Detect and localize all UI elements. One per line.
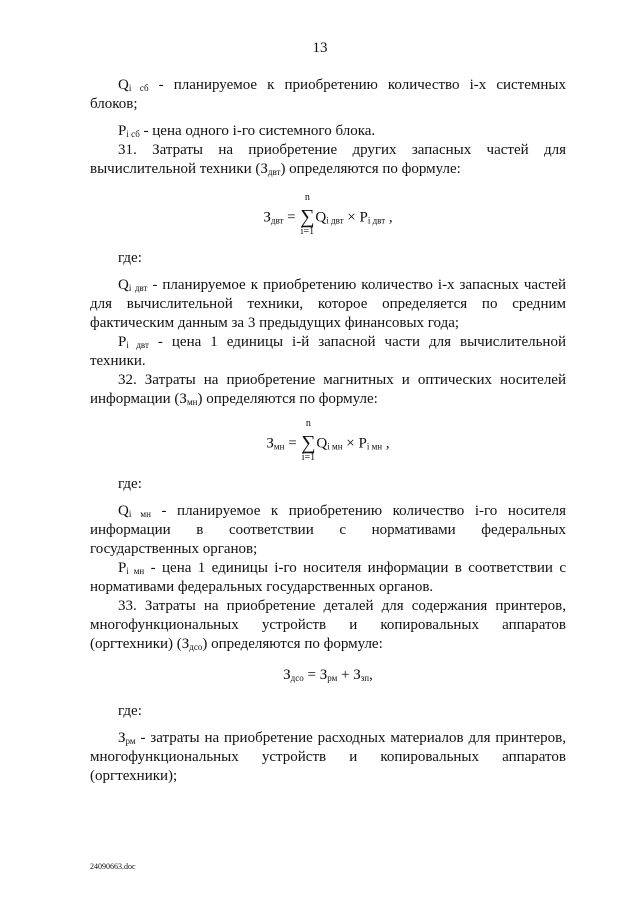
- paragraph-item-33: [90, 597, 566, 654]
- sum-sign: n ∑ i=1: [299, 207, 315, 229]
- symbol-subscript: i сб: [128, 83, 149, 93]
- formula-lhs-subscript: двт: [270, 215, 284, 226]
- symbol-subscript: дсо: [189, 642, 203, 652]
- paragraph-q-dvt: [90, 276, 566, 333]
- paragraph-text: - планируемое к приобретению количество i-х запасных частей для вычислительной техники, которое определяется по средним фактическим данным за 3 предыдущих финансовых года;: [90, 277, 566, 331]
- symbol-subscript: двт: [267, 167, 281, 177]
- symbol-p: P: [118, 560, 127, 576]
- paragraph-text: 33. Затраты на приобретение деталей для содержания принтеров, многофункциональных устройств и копировальных аппаратов (оргтехники) (З: [90, 598, 566, 652]
- symbol-subscript: i двт: [126, 340, 149, 350]
- document-body: [90, 76, 566, 786]
- sum-upper-limit: n: [305, 418, 311, 429]
- sum-lower-limit: i=1: [301, 452, 316, 463]
- formula-q: Q: [315, 209, 327, 226]
- formula-dvt: [90, 179, 566, 249]
- where-label: где:: [118, 476, 142, 492]
- formula-term-b: З: [353, 667, 361, 683]
- where-label: где:: [118, 703, 142, 719]
- formula-q: Q: [316, 435, 328, 452]
- formula-term-a: З: [319, 667, 328, 683]
- paragraph-text: - цена одного i-го системного блока.: [139, 123, 376, 139]
- symbol-subscript: i мн: [126, 566, 145, 576]
- paragraph-z-rm: [90, 729, 566, 786]
- symbol-p: P: [118, 123, 127, 139]
- formula-equals: =: [303, 667, 320, 683]
- paragraph-text: - цена 1 единицы i-го носителя информации в соответствии с нормативами федеральных государственных органов.: [90, 560, 566, 595]
- paragraph-text: ) определяются по формуле:: [202, 636, 383, 652]
- page-number: 13: [312, 40, 328, 56]
- formula-dso: [90, 654, 566, 692]
- sum-upper-limit: n: [304, 192, 310, 203]
- symbol-q: Q: [118, 503, 129, 519]
- paragraph-text: - затраты на приобретение расходных материалов для принтеров, многофункциональных устройств и копировальных аппаратов (оргтехники);: [90, 730, 566, 784]
- paragraph-text: - планируемое к приобретению количество i-х системных блоков;: [90, 77, 566, 112]
- paragraph-text: 31. Затраты на приобретение других запасных частей для вычислительной техники (З: [90, 142, 566, 177]
- formula-mn: [90, 409, 566, 475]
- symbol-p: P: [118, 334, 127, 350]
- symbol-subscript: рм: [125, 736, 136, 746]
- sum-lower-limit: i=1: [300, 226, 315, 237]
- symbol-q: Q: [118, 77, 129, 93]
- paragraph-item-31: [90, 141, 566, 179]
- formula-end: ,: [385, 209, 393, 226]
- where-label: где:: [118, 250, 142, 266]
- formula-term-a-subscript: рм: [327, 673, 338, 683]
- paragraph-text: - планируемое к приобретению количество i-го носителя информации в соответствии с нормативами федеральных государственных органов;: [90, 503, 567, 557]
- paragraph-p-dvt: [90, 333, 566, 371]
- paragraph-q-mn: [90, 502, 566, 559]
- symbol-subscript: мн: [186, 397, 198, 407]
- paragraph-q-sb: [90, 76, 566, 114]
- formula-p: P: [359, 209, 368, 226]
- formula-times: ×: [343, 209, 360, 226]
- symbol-subscript: i двт: [128, 283, 148, 293]
- footer-filename: 24090663.doc: [90, 862, 136, 871]
- formula-p-subscript: i двт: [367, 215, 386, 226]
- formula-plus: +: [337, 667, 354, 683]
- formula-end: ,: [369, 667, 373, 683]
- symbol-subscript: i мн: [128, 509, 151, 519]
- sum-sign: n ∑ i=1: [300, 433, 316, 455]
- formula-lhs: З: [283, 667, 291, 683]
- formula-end: ,: [382, 435, 390, 452]
- symbol-z: З: [118, 730, 126, 746]
- paragraph-text: ) определяются по формуле:: [280, 161, 461, 177]
- paragraph-p-sb: [90, 122, 566, 141]
- symbol-q: Q: [118, 277, 129, 293]
- paragraph-text: ) определяются по формуле:: [197, 391, 378, 407]
- formula-lhs-subscript: мн: [273, 441, 285, 452]
- formula-p-subscript: i мн: [366, 441, 383, 452]
- formula-p: P: [358, 435, 367, 452]
- formula-equals: =: [283, 209, 300, 226]
- formula-q-subscript: i двт: [326, 215, 344, 226]
- formula-equals: =: [284, 435, 301, 452]
- paragraph-p-mn: [90, 559, 566, 597]
- paragraph-text: - цена 1 единицы i-й запасной части для вычислительной техники.: [90, 334, 566, 369]
- paragraph-text: 32. Затраты на приобретение магнитных и оптических носителей информации (З: [90, 372, 566, 407]
- formula-times: ×: [342, 435, 359, 452]
- paragraph-item-32: [90, 371, 566, 409]
- symbol-subscript: i сб: [126, 129, 140, 139]
- formula-lhs: З: [266, 435, 274, 452]
- formula-q-subscript: i мн: [327, 441, 343, 452]
- formula-lhs: З: [263, 209, 271, 226]
- formula-term-b-subscript: зп: [360, 673, 370, 683]
- formula-lhs-subscript: дсо: [290, 673, 304, 683]
